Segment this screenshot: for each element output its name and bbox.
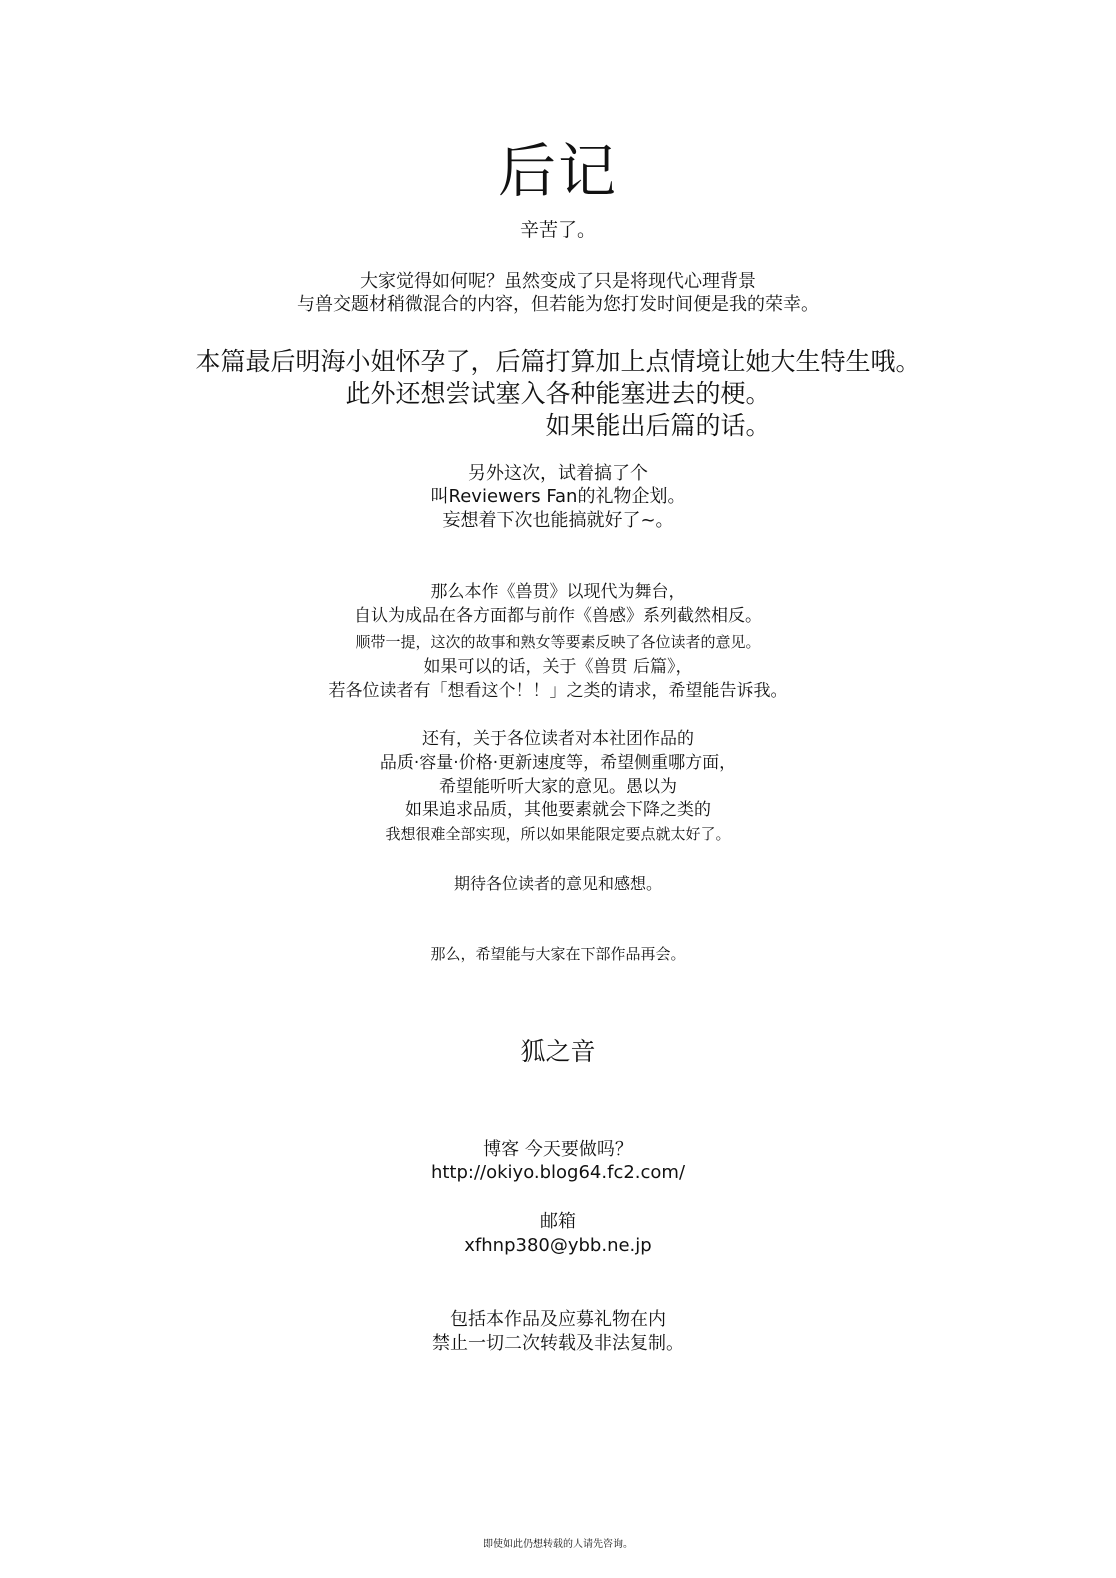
page-title: 后记 xyxy=(497,137,618,205)
blog-url: http://okiyo.blog64.fc2.com/ xyxy=(430,1162,686,1183)
quality-line-5: 我想很难全部实现，所以如果能限定要点就太好了。 xyxy=(385,825,731,843)
work-line-2: 自认为成品在各方面都与前作《兽感》系列截然相反。 xyxy=(354,606,762,626)
sequel-line-3: 如果能出后篇的话。 xyxy=(545,411,771,440)
expect-line: 期待各位读者的意见和感想。 xyxy=(453,874,662,893)
intro-line-1: 大家觉得如何呢？虽然变成了只是将现代心理背景 xyxy=(360,271,756,292)
work-line-1: 那么本作《兽贯》以现代为舞台， xyxy=(430,582,686,602)
quality-line-4: 如果追求品质，其他要素就会下降之类的 xyxy=(405,800,711,820)
gift-line-1: 另外这次，试着搞了个 xyxy=(468,463,648,484)
work-line-4: 如果可以的话，关于《兽贯 后篇》， xyxy=(423,657,693,677)
work-line-3: 顺带一提，这次的故事和熟女等要素反映了各位读者的意见。 xyxy=(355,633,761,651)
greeting: 辛苦了。 xyxy=(519,219,596,241)
sequel-line-1: 本篇最后明海小姐怀孕了，后篇打算加上点情境让她大生特生哦。 xyxy=(195,347,921,376)
gift-line-3: 妄想着下次也能搞就好了~。 xyxy=(442,510,674,531)
mail-label: 邮箱 xyxy=(540,1211,576,1232)
quality-line-1: 还有，关于各位读者对本社团作品的 xyxy=(422,729,694,749)
quality-line-3: 希望能听听大家的意见。愚以为 xyxy=(439,777,677,797)
intro-line-2: 与兽交题材稍微混合的内容，但若能为您打发时间便是我的荣幸。 xyxy=(297,294,819,315)
footer-note: 即使如此仍想转载的人请先咨询。 xyxy=(483,1539,633,1550)
gift-line-2: 叫Reviewers Fan的礼物企划。 xyxy=(430,486,686,507)
quality-line-2: 品质·容量·价格·更新速度等，希望侧重哪方面， xyxy=(379,753,737,773)
signature: 狐之音 xyxy=(520,1037,596,1066)
mail-address: xfhnp380@ybb.ne.jp xyxy=(464,1235,652,1256)
rights-line-1: 包括本作品及应募礼物在内 xyxy=(450,1309,666,1330)
work-line-5: 若各位读者有「想看这个！！」之类的请求，希望能告诉我。 xyxy=(328,681,788,701)
farewell-line: 那么，希望能与大家在下部作品再会。 xyxy=(430,945,686,963)
sequel-line-2: 此外还想尝试塞入各种能塞进去的梗。 xyxy=(345,379,771,408)
blog-label: 博客 今天要做吗？ xyxy=(483,1139,633,1160)
rights-line-2: 禁止一切二次转载及非法复制。 xyxy=(432,1333,684,1354)
